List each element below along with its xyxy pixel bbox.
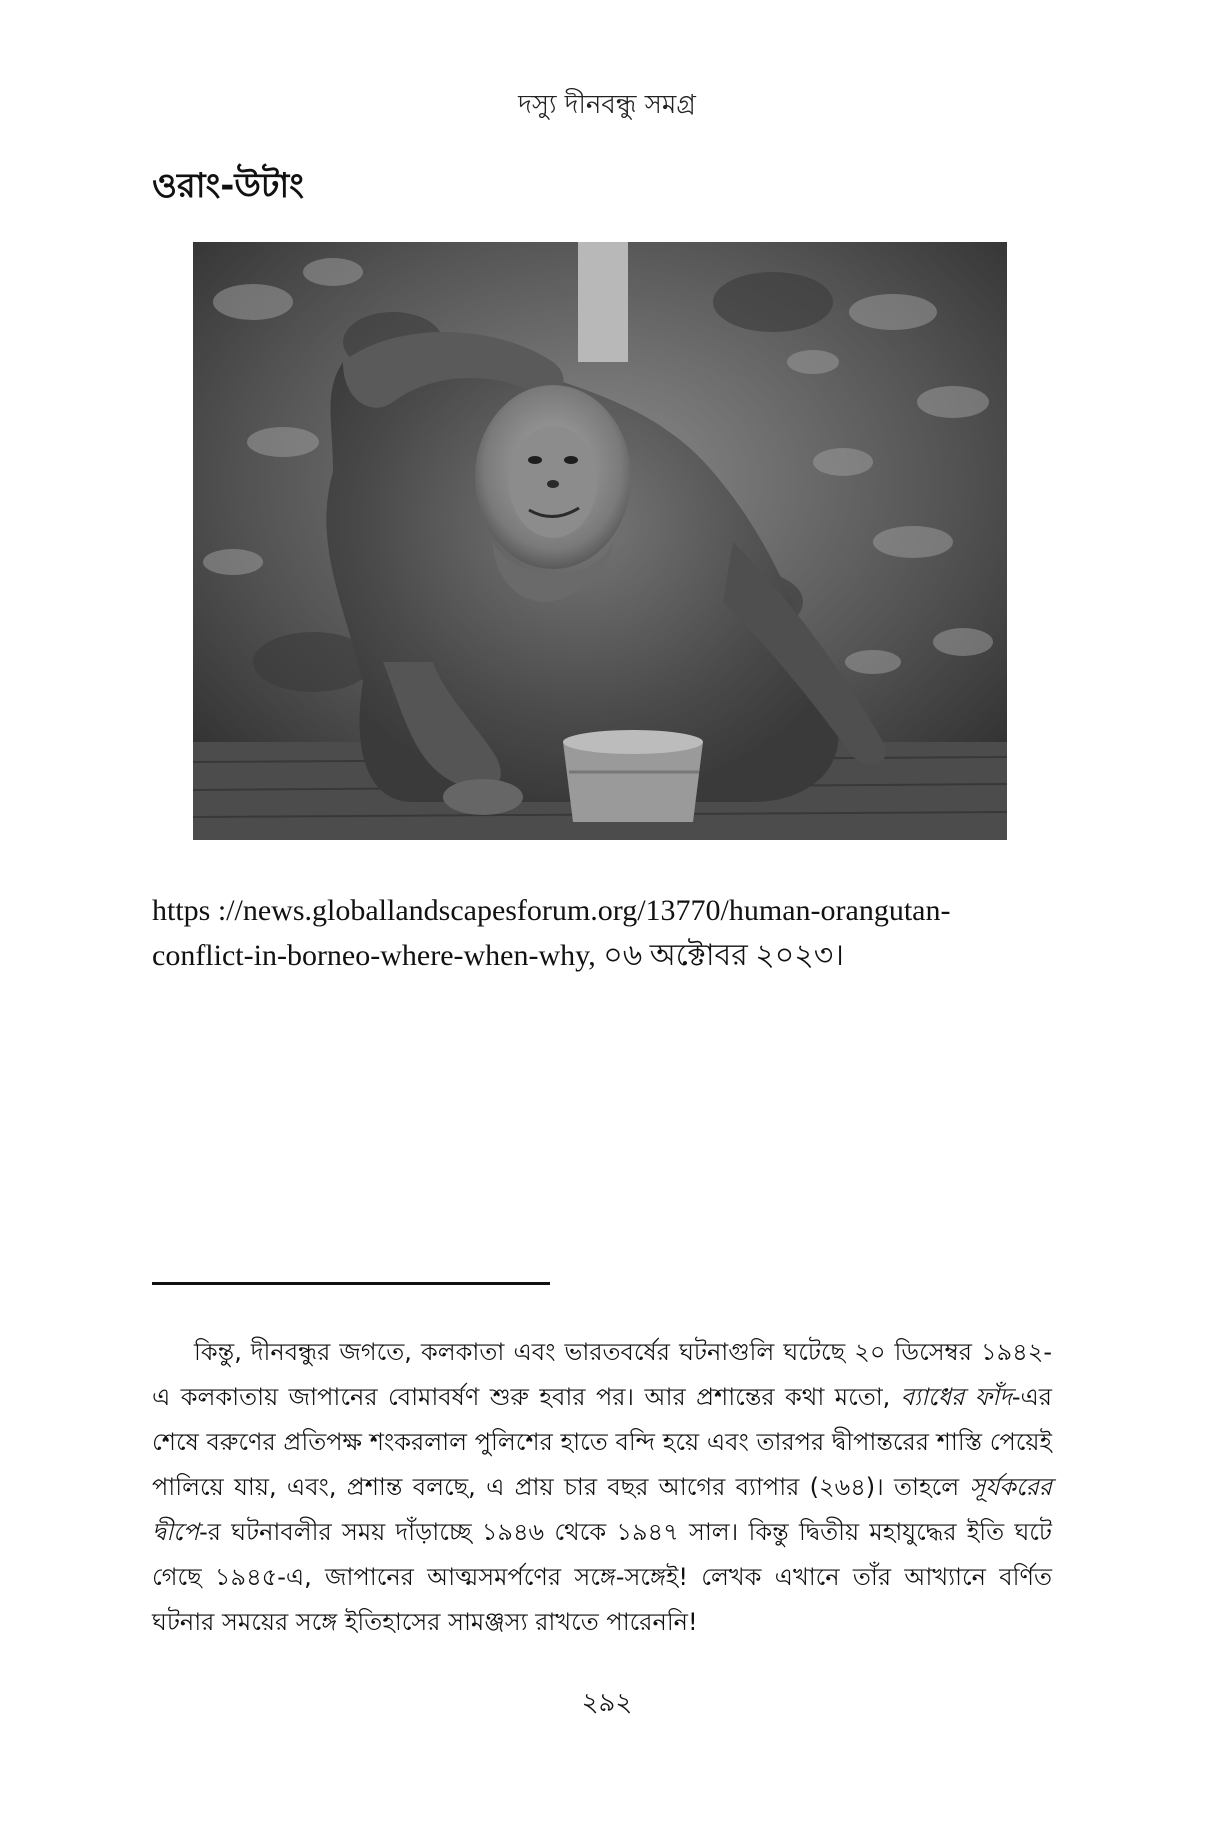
page-number: ২৯২: [581, 1688, 633, 1718]
footnote-italic-title-1: ব্যাধের ফাঁদ: [900, 1383, 1012, 1411]
footnote-text-3: -র ঘটনাবলীর সময় দাঁড়াচ্ছে ১৯৪৬ থেকে ১৯৪৭ সাল। কিন্তু দ্বিতীয় মহাযুদ্ধের ইতি ঘটে গেছে ১৯৪৫-এ, জাপানের আত্মসমর্পণের সঙ্গে-সঙ্গেই! লেখক এখানে তাঁর আখ্যানে বর্ণিত ঘটনার সময়ের সঙ্গে ইতিহাসের সামঞ্জস্য রাখতে পারেননি!: [152, 1518, 1052, 1636]
photo-illustration: [193, 242, 1007, 840]
footnote-text-2: -এর শেষে বরুণের প্রতিপক্ষ শংকরলাল পুলিশের হাতে বন্দি হয়ে এবং তারপর দ্বীপান্তরের শাস্তি পেয়েই পালিয়ে যায়, এবং, প্রশান্ত বলছে, এ প্রায় চার বছর আগের ব্যাপার (২৬৪)। তাহলে: [152, 1383, 1052, 1501]
caption-line-1: https ://news.globallandscapesforum.org/13770/human-orangutan-: [152, 894, 951, 927]
footnote-rule: [152, 1282, 550, 1285]
footnote-italic-title-2: সূর্যকরের দ্বীপে: [152, 1473, 1052, 1546]
section-title: ওরাং-উটাং: [152, 166, 304, 206]
footnote-paragraph: [152, 1330, 1052, 1645]
image-source-caption: [152, 888, 1032, 978]
caption-line-2: conflict-in-borneo-where-when-why, ০৬ অক্টোবর ২০২৩।: [152, 939, 845, 972]
footnote-text-1: কিন্তু, দীনবন্ধুর জগতে, কলকাতা এবং ভারতবর্ষের ঘটনাগুলি ঘটেছে ২০ ডিসেম্বর ১৯৪২-এ কলকাতায় জাপানের বোমাবর্ষণ শুরু হবার পর। আর প্রশান্তের কথা মতো,: [152, 1338, 1052, 1411]
running-head: দস্যু দীনবন্ধু সমগ্র: [518, 90, 696, 120]
orangutan-photo: [193, 242, 1007, 840]
